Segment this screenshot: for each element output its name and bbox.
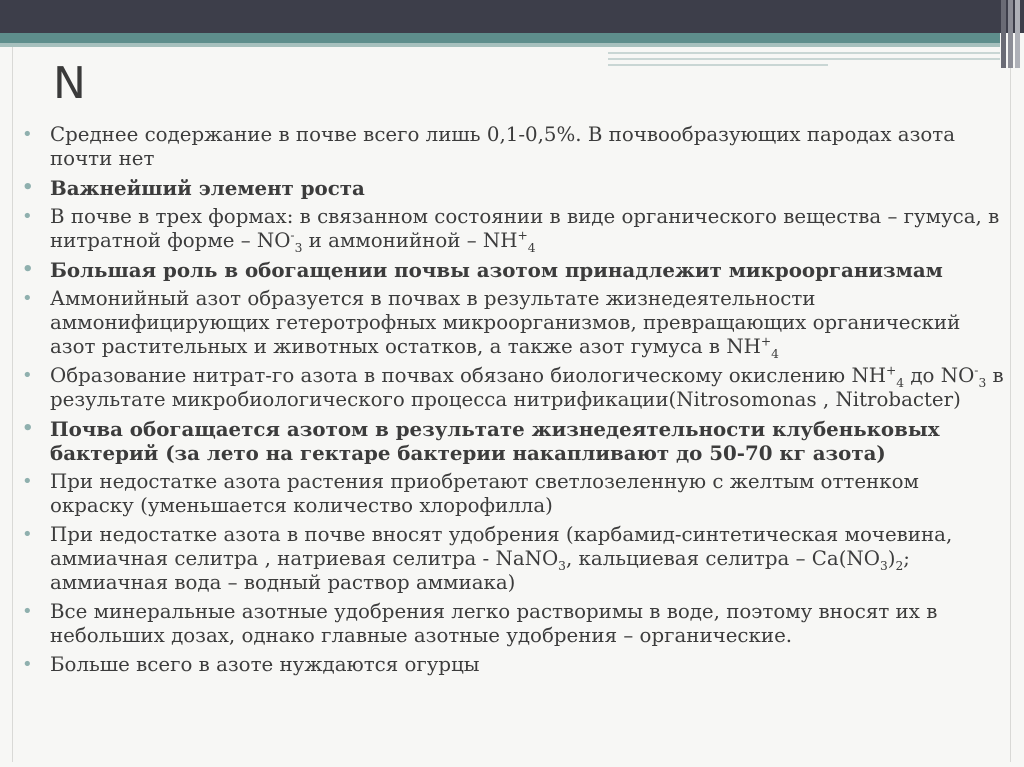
bullet-text: Большая роль в обогащении почвы азотом принадлежит микроорганизмам: [50, 258, 943, 282]
subscript: 4: [527, 240, 536, 255]
bullet-text: и аммонийной – NH: [302, 229, 518, 252]
header-decor-line: [608, 64, 828, 66]
bullet-item: [22, 523, 1007, 595]
bullet-text: Образование нитрат-го азота в почвах обязано биологическому окислению NH: [50, 364, 886, 387]
superscript: -: [974, 363, 979, 378]
bullet-text: Все минеральные азотные удобрения легко растворимы в воде, поэтому вносят их в небольших дозах, однако главные азотные удобрения – органические.: [50, 600, 938, 647]
bullet-text: Больше всего в азоте нуждаются огурцы: [50, 653, 480, 676]
bullet-item: [22, 470, 1007, 518]
subscript: 2: [895, 558, 904, 573]
header-decor-line: [608, 58, 1000, 60]
superscript: -: [290, 228, 295, 243]
bullet-text: При недостатке азота растения приобретают светлозеленную с желтым оттенком окраску (уменьшается количество хлорофилла): [50, 470, 919, 517]
header-decor-line: [608, 52, 1000, 54]
bullet-item: [22, 364, 1007, 412]
header-bar-teal: [0, 33, 1000, 43]
bullet-item: [22, 653, 1007, 677]
bullet-text: Среднее содержание в почве всего лишь 0,1-0,5%. В почвообразующих пародах азота почти нет: [50, 123, 956, 170]
bullet-text: ; аммиачная вода – водный раствор аммиака): [50, 547, 910, 594]
bullet-text: до NO: [904, 364, 975, 387]
bullet-item: [22, 205, 1007, 253]
bullet-item: [22, 600, 1007, 648]
header-edge-strip: [1001, 0, 1006, 68]
subscript: 4: [896, 375, 905, 390]
bullet-list: [22, 123, 1007, 682]
bullet-item: [22, 176, 1007, 200]
bullet-item: [22, 123, 1007, 171]
bullet-text: в результате микробиологического процесса нитрификации(Nitrosomonas , Nitrobacter): [50, 364, 1004, 411]
superscript: +: [517, 228, 528, 243]
bullet-item: [22, 258, 1007, 282]
superscript: +: [886, 363, 897, 378]
slide-frame-right: [1010, 68, 1011, 762]
slide-title: N: [53, 58, 86, 109]
header-bar-light: [0, 43, 1000, 47]
bullet-text: При недостатке азота в почве вносят удобрения (карбамид-синтетическая мочевина, аммиачная селитра , натриевая селитра - NaNO: [50, 523, 953, 570]
slide-frame-left: [12, 47, 13, 762]
header-bar-dark: [0, 0, 1024, 33]
subscript: 3: [879, 558, 888, 573]
subscript: 4: [771, 346, 779, 361]
superscript: +: [760, 334, 772, 349]
bullet-text: Аммонийный азот образуется в почвах в результате жизнедеятельности аммонифицирующих гетеротрофных микроорганизмов, превращающих органический азот растительных и животных остатков, а также азот гумуса в NH: [50, 287, 961, 358]
subscript: 3: [294, 240, 303, 255]
bullet-text: Почва обогащается азотом в результате жизнедеятельности клубеньковых бактерий (за лето на гектаре бактерии накапливают до 50-70 кг азота): [50, 417, 940, 465]
subscript: 3: [558, 558, 566, 573]
subscript: 3: [978, 375, 987, 390]
bullet-text: В почве в трех формах: в связанном состоянии в виде органического вещества – гумуса, в нитратной форме – NO: [50, 205, 1000, 252]
bullet-text: ): [887, 547, 896, 570]
bullet-item: [22, 287, 1007, 359]
bullet-item: [22, 417, 1007, 465]
bullet-text: , кальциевая селитра – Ca(NO: [565, 547, 880, 570]
bullet-text: Важнейший элемент роста: [50, 176, 365, 200]
header-edge-strip: [1008, 0, 1013, 68]
header-edge-strip: [1015, 0, 1020, 68]
